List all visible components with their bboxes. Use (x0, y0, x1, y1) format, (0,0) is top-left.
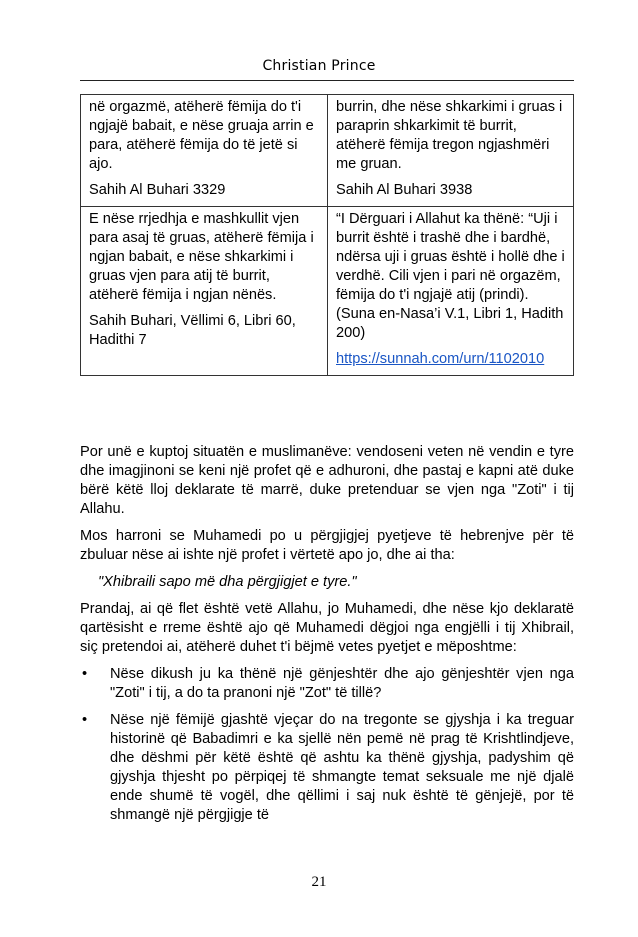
list-item (80, 665, 574, 703)
list-item-text: Nëse një fëmijë gjashtë vjeçar do na tregonte se gjyshja i ka treguar historinë që Babadimri e ka sjellë nën pemë në prag të Krishtlindjeve, dhe dëshmi për këtë është që ashtu ka thënë gjyshja, padyshim që gjyshja thjesht po përpiqej të shmangte temat seksuale me një djalë ende shumë të vogël, dhe qëllimi i saj nuk është të gënjejë, por të shmangë një përgjigje të (110, 712, 574, 823)
table-row (81, 207, 574, 376)
cell-citation: Sahih Buhari, Vëllimi 6, Libri 60, Hadithi 7 (89, 313, 296, 348)
body-text (80, 443, 574, 833)
table-cell-left (81, 95, 328, 207)
paragraph: Por unë e kuptoj situatën e muslimanëve: vendoseni veten në vendin e tyre dhe imagjinoni se keni një profet që e adhuroni, dhe pastaj e kapni atë duke bërë këtë lloj deklarate të marrë, duke pretenduar se vjen nga "Zoti" i tij Allahu. (80, 444, 574, 517)
sunnah-link[interactable]: https://sunnah.com/urn/1102010 (336, 351, 545, 367)
table-cell-right (328, 207, 574, 376)
cell-citation: Sahih Al Buhari 3329 (89, 182, 226, 198)
hadith-comparison-table (80, 94, 574, 376)
paragraph: Prandaj, ai që flet është vetë Allahu, jo Muhamedi, dhe nëse kjo deklaratë qartësisht e rreme është ajo që Muhamedi dëgjoi nga engjëlli i tij Xhibrail, siç pretendoi ai, atëherë duhet t'i bëjmë vetes pyetjet e mëposhtme: (80, 601, 574, 655)
table-cell-right (328, 95, 574, 207)
table-cell-left (81, 207, 328, 376)
cell-text: burrin, dhe nëse shkarkimi i gruas i paraprin shkarkimit të burrit, atëherë fëmija tregon ngjashmëri me gruan. (336, 99, 563, 172)
cell-text: në orgazmë, atëherë fëmija do t'i ngjajë babait, e nëse gruaja arrin e para, atëherë fëmija do të jetë si ajo. (89, 99, 314, 172)
quote: "Xhibraili sapo më dha përgjigjet e tyre." (98, 574, 357, 590)
bullet-icon: • (82, 666, 88, 682)
cell-text: E nëse rrjedhja e mashkullit vjen para asaj të gruas, atëherë fëmija i ngjan babait, e nëse shkarkimi i gruas vjen para atij të burrit, atëherë fëmija i ngjan nënës. (89, 211, 314, 303)
header-rule (80, 80, 574, 81)
running-header: Christian Prince (262, 58, 376, 74)
bullet-icon: • (82, 712, 88, 728)
page-number: 21 (311, 874, 327, 890)
list-item-text: Nëse dikush ju ka thënë një gënjeshtër dhe ajo gënjeshtër vjen nga "Zoti" i tij, a do ta pranoni një "Zot" të tillë? (110, 666, 574, 701)
list-item (80, 711, 574, 825)
cell-citation: Sahih Al Buhari 3938 (336, 182, 473, 198)
cell-text: “I Dërguari i Allahut ka thënë: “Uji i burrit është i trashë dhe i bardhë, ndërsa uji i gruas është i hollë dhe i verdhë. Cili vjen i pari në orgazëm, fëmija do t'i ngjajë atij (prindi). (Suna en-Nasa’i V.1, Libri 1, Hadith 200) (336, 211, 565, 341)
paragraph: Mos harroni se Muhamedi po u përgjigjej pyetjeve të hebrenjve për të zbuluar nëse ai ishte një profet i vërtetë apo jo, dhe ai tha: (80, 528, 574, 563)
table-row (81, 95, 574, 207)
bullet-list (80, 665, 574, 825)
